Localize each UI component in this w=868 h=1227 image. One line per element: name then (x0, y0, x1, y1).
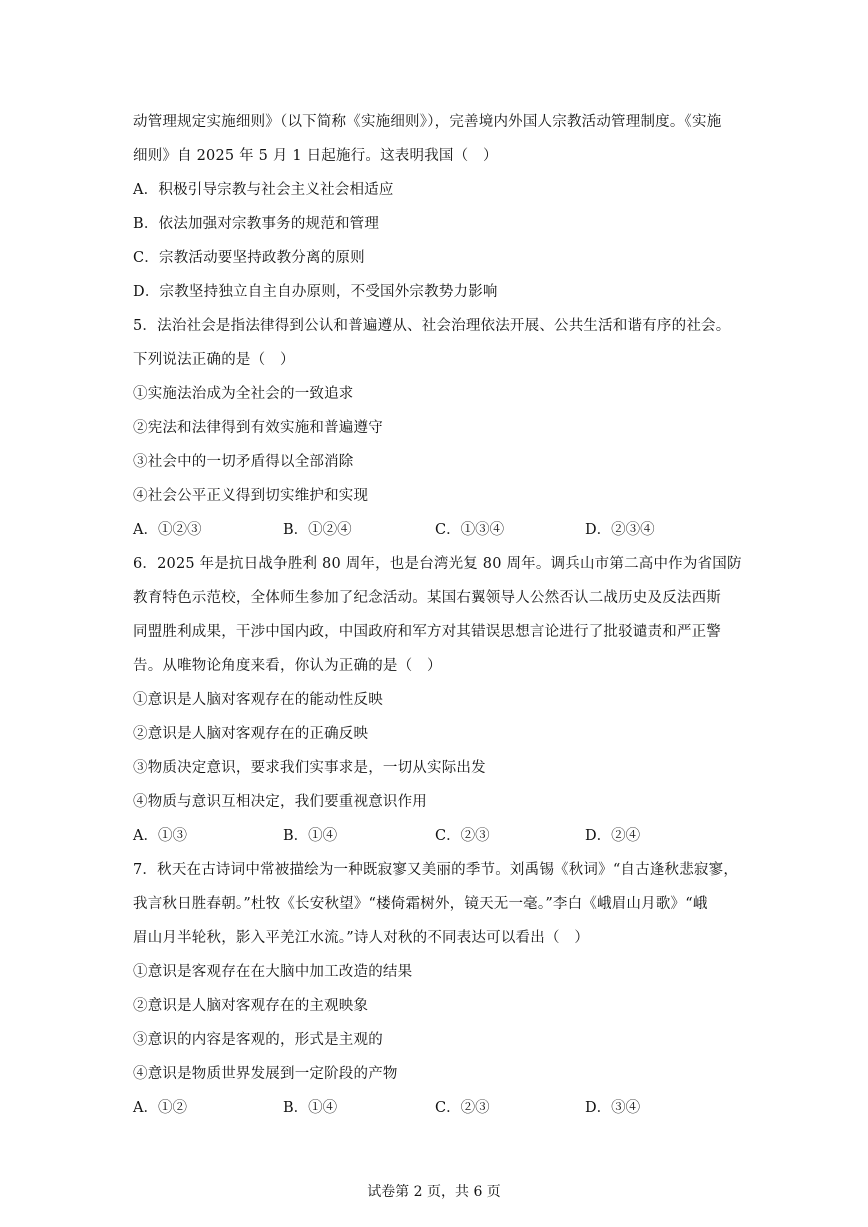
q4-stem-line-2: 细则》自 2025 年 5 月 1 日起施行。这表明我国（ ） (133, 148, 498, 164)
q5-stem-line-2: 下列说法正确的是（ ） (133, 352, 295, 368)
q4-option-c: C．宗教活动要坚持政教分离的原则 (133, 250, 365, 266)
q7-choice-b: B．①④ (283, 1100, 338, 1116)
q4-option-b: B．依法加强对宗教事务的规范和管理 (133, 216, 380, 232)
q5-choice-b: B．①②④ (283, 522, 352, 538)
q6-item-2: ②意识是人脑对客观存在的正确反映 (133, 726, 369, 742)
q5-choice-d: D．②③④ (585, 522, 655, 538)
q7-item-2: ②意识是人脑对客观存在的主观映象 (133, 998, 369, 1014)
q6-choice-b: B．①④ (283, 828, 338, 844)
q4-option-a: A．积极引导宗教与社会主义社会相适应 (133, 182, 394, 198)
q6-stem-line-4: 告。从唯物论角度来看，你认为正确的是（ ） (133, 658, 442, 674)
q6-stem-line-3: 同盟胜利成果，干涉中国内政，中国政府和军方对其错误思想言论进行了批驳谴责和严正警 (133, 624, 721, 640)
q5-choice-a: A．①②③ (133, 522, 202, 538)
q7-choice-c: C．②③ (435, 1100, 490, 1116)
q6-item-4: ④物质与意识互相决定，我们要重视意识作用 (133, 794, 427, 810)
q7-item-1: ①意识是客观存在在大脑中加工改造的结果 (133, 964, 413, 980)
q6-choice-c: C．②③ (435, 828, 490, 844)
q5-item-4: ④社会公平正义得到切实维护和实现 (133, 488, 369, 504)
page-footer: 试卷第 2 页，共 6 页 (367, 1184, 501, 1200)
q5-stem-line-1: 5．法治社会是指法律得到公认和普遍遵从、社会治理依法开展、公共生活和谐有序的社会。 (133, 318, 731, 334)
q6-stem-line-2: 教育特色示范校，全体师生参加了纪念活动。某国右翼领导人公然否认二战历史及反法西斯 (133, 590, 721, 606)
q7-stem-line-3: 眉山月半轮秋，影入平羌江水流。”诗人对秋的不同表达可以看出（ ） (133, 930, 590, 946)
q7-choice-d: D．③④ (585, 1100, 641, 1116)
q6-item-3: ③物质决定意识，要求我们实事求是，一切从实际出发 (133, 760, 486, 776)
q7-stem-line-2: 我言秋日胜春朝。”杜牧《长安秋望》“楼倚霜树外，镜天无一毫。”李白《峨眉山月歌》“峨 (133, 896, 708, 912)
q7-choice-a: A．①② (133, 1100, 187, 1116)
q5-choice-c: C．①③④ (435, 522, 505, 538)
q7-item-4: ④意识是物质世界发展到一定阶段的产物 (133, 1066, 398, 1082)
q5-item-1: ①实施法治成为全社会的一致追求 (133, 386, 354, 402)
q5-item-3: ③社会中的一切矛盾得以全部消除 (133, 454, 354, 470)
q5-item-2: ②宪法和法律得到有效实施和普遍遵守 (133, 420, 383, 436)
q7-item-3: ③意识的内容是客观的，形式是主观的 (133, 1032, 383, 1048)
q6-choice-d: D．②④ (585, 828, 641, 844)
q7-stem-line-1: 7．秋天在古诗词中常被描绘为一种既寂寥又美丽的季节。刘禹锡《秋词》“自古逢秋悲寂寥， (133, 862, 739, 878)
q6-item-1: ①意识是人脑对客观存在的能动性反映 (133, 692, 383, 708)
q4-stem-line-1: 动管理规定实施细则》（以下简称《实施细则》），完善境内外国人宗教活动管理制度。《实施 (133, 114, 722, 130)
q4-option-d: D．宗教坚持独立自主自办原则，不受国外宗教势力影响 (133, 284, 498, 300)
q6-choice-a: A．①③ (133, 828, 187, 844)
q6-stem-line-1: 6．2025 年是抗日战争胜利 80 周年，也是台湾光复 80 周年。调兵山市第二高中作为省国防 (133, 556, 742, 572)
